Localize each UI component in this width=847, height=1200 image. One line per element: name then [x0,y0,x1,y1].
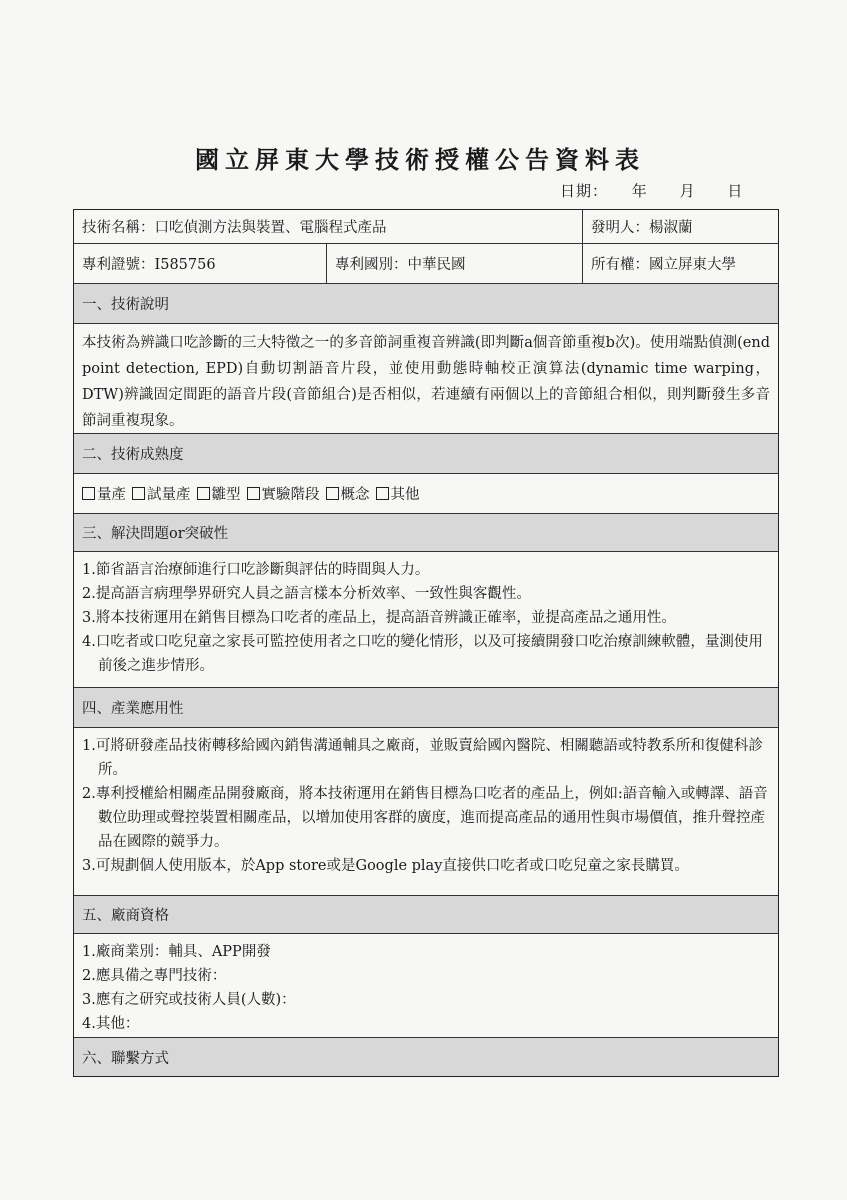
document-title: 國立屏東大學技術授權公告資料表 [195,145,645,174]
section-6-heading: 六、聯繫方式 [74,1038,778,1076]
date-month: 月 [679,182,696,200]
patent-country-cell: 專利國別：中華民國 [326,244,582,283]
section-5-heading: 五、廠商資格 [74,896,778,934]
list-item: 3.應有之研究或技術人員(人數)： [82,992,296,1008]
option-experimental[interactable] [247,483,320,504]
checkbox-icon [376,487,389,500]
form-table [73,209,779,1077]
inventor-cell: 發明人：楊淑蘭 [582,210,780,243]
checkbox-icon [132,487,145,500]
option-other[interactable] [376,483,420,504]
date-year: 年 [631,182,648,200]
checkbox-icon [326,487,339,500]
section-3-body [74,552,778,688]
section-3-heading: 三、解決問題or突破性 [74,514,778,552]
list-item: 2.應具備之專門技術： [82,968,227,984]
list-item: 4.口吃者或口吃兒童之家長可監控使用者之口吃的變化情形，以及可接續開發口吃治療訓練軟體，量測使用前後之進步情形。 [82,634,763,674]
option-label: 概念 [340,487,370,503]
section-1-heading: 一、技術說明 [74,284,778,324]
section-4-body [74,728,778,896]
option-label: 量產 [97,487,126,503]
date-day: 日 [727,182,744,200]
tech-name-cell: 技術名稱：口吃偵測方法與裝置、電腦程式產品 [82,220,387,236]
list-item: 4.其他： [82,1016,140,1032]
patent-no-cell: 專利證號：I585756 [82,257,216,273]
row-tech-name [74,210,778,244]
option-label: 試量產 [147,487,191,503]
list-item: 3.可規劃個人使用版本，於App store或是Google play直接供口吃者或口吃兒童之家長購買。 [82,858,689,874]
maturity-options [74,474,778,514]
section-5-body [74,934,778,1038]
option-label: 雛型 [211,487,241,503]
option-trial-production[interactable] [132,483,191,504]
checkbox-icon [197,487,210,500]
list-item: 1.節省語言治療師進行口吃診斷與評估的時間與人力。 [82,562,430,578]
list-item: 2.專利授權給相關產品開發廠商，將本技術運用在銷售目標為口吃者的產品上，例如:語音輸入或轉譯、語音數位助理或聲控裝置相關產品，以增加使用客群的廣度，進而提高產品的通用性與市場價值，推升聲控產品在國際的競爭力。 [82,786,768,850]
date-label: 日期： [560,182,609,200]
checkbox-icon [247,487,260,500]
row-patent [74,244,778,284]
list-item: 2.提高語言病理學界研究人員之語言樣本分析效率、一致性與客觀性。 [82,586,531,602]
option-concept[interactable] [326,483,370,504]
option-prototype[interactable] [197,483,241,504]
date-line [560,180,770,201]
section-1-text: 本技術為辨識口吃診斷的三大特徵之一的多音節詞重複音辨識(即判斷a個音節重複b次)。使用端點偵測(end point detection, EPD)自動切割語音片段，並使用動態時軸校正演算法(dynamic time warping，DTW)辨識固定間距的語音片段(音節組合)是否相似，若連續有兩個以上的音節組合相似，則判斷發生多音節詞重複現象。 [74,324,778,434]
list-item: 1.廠商業別：輔具、APP開發 [82,944,271,960]
option-label: 實驗階段 [261,487,320,503]
section-2-heading: 二、技術成熟度 [74,434,778,474]
owner-cell: 所有權：國立屏東大學 [582,244,780,283]
list-item: 3.將本技術運用在銷售目標為口吃者的產品上，提高語音辨識正確率，並提高產品之通用性。 [82,610,676,626]
option-mass-production[interactable] [82,483,126,504]
list-item: 1.可將研發產品技術轉移給國內銷售溝通輔具之廠商，並販賣給國內醫院、相關聽語或特教系所和復健科診所。 [82,738,763,778]
checkbox-icon [82,487,95,500]
section-4-heading: 四、產業應用性 [74,688,778,728]
option-label: 其他 [390,487,420,503]
